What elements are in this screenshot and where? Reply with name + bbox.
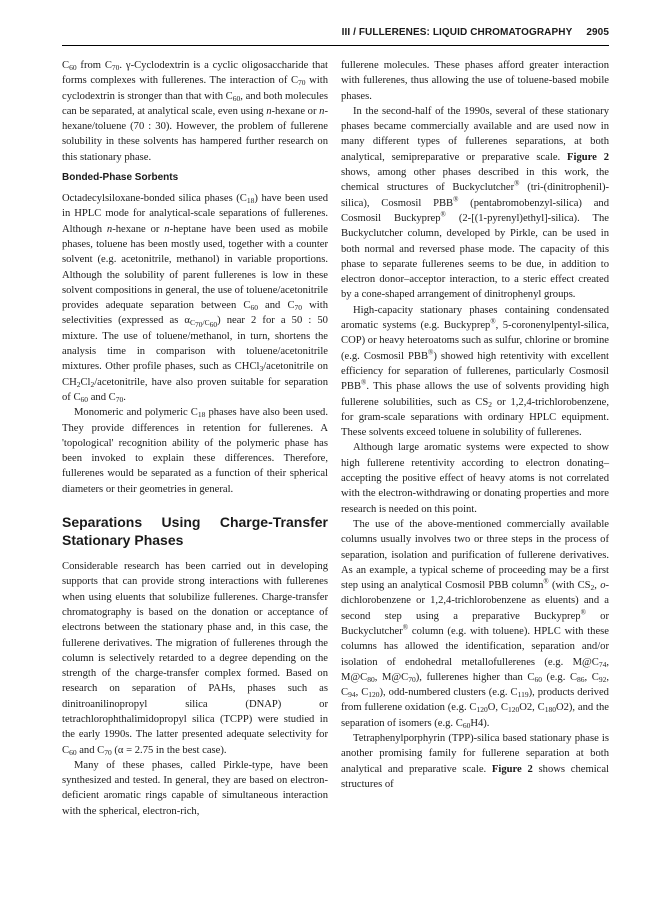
page-number: 2905 xyxy=(586,27,609,38)
paragraph: fullerene molecules. These phases afford greater interaction with fullerenes, thus allowing the use of toluene-based mobile phases. xyxy=(341,60,609,102)
running-title: III / FULLERENES: LIQUID CHROMATOGRAPHY xyxy=(341,27,573,38)
paragraph: Tetraphenylporphyrin (TPP)-silica based stationary phase is another promising family for fullerene separation at both analytical and preparative scale. Figure 2 shows chemical structures of xyxy=(341,733,609,790)
paragraph: High-capacity stationary phases containing condensated aromatic systems (e.g. Buckyprep®, 5-coronenylpentyl-silica, COP) or heavy heteroatoms such as sulfur, chlorine or bromine (e.g. Cosmosil PBB®) showed high retentivity with excellent efficiency for separation of fullerenes, particularly Cosmosil PBB®. This phase allows the use of solvents providing high fullerene solubilities, such as $CS_2$ or 1,2,4-trichlorobenzene, for gram-scale separations with ordinary HPLC equipment. These solvents exceed toluene in solubility of fullerenes. xyxy=(341,304,609,439)
paragraph: Monomeric and polymeric $C_{18}$ phases have also been used. They provide differences in retention for fullerenes. A 'topological' recognition ability of the polymeric phase has been invoked to explain these differences. Therefore, fullerenes would be separated as a function of their spherical diameters or their geometries in general. xyxy=(62,407,328,495)
section-heading: Separations Using Charge-Transfer Stationary Phases xyxy=(62,514,328,549)
paragraph: $C_{60}$ from $C_{70}$. γ-Cyclodextrin is a cyclic oligosaccharide that forms complexes with fullerenes. The interaction of $C_{70}$ with cyclodextrin is stronger than that with $C_{60}$, and both molecules can be separated, at analytical scale, even using n-hexane or n-hexane/toluene (70 : 30). However, the problem of fullerene solubility in these solvents has hampered further research on this stationary phase. xyxy=(62,60,328,163)
paragraph: Although large aromatic systems were expected to show high fullerene retentivity according to electron donating–accepting the positive effect of heavy atoms is not correlated with the electron-withdrawing or donating properties and more research is needed on this point. xyxy=(341,442,609,515)
right-column xyxy=(341,58,609,792)
paragraph: The use of the above-mentioned commercially available columns usually involves two or three steps in the process of separation, isolation and purification of fullerene derivatives. As an example, a typical scheme of proceeding may be a first step using an analytical Cosmosil PBB column® (with $CS_2$, o-dichlorobenzene or 1,2,4-trichlorobenzene as eluents) and a second step using a preparative Buckyprep® or Buckyclutcher® column (e.g. with toluene). HPLC with these columns has allowed the identification, separation and/or isolation of endohedral metallofullerenes (e.g. $M@C_{74}$, $M@C_{80}$, $M@C_{70}$), fullerenes higher than $C_{60}$ (e.g. $C_{86}$, $C_{92}$, $C_{94}$, $C_{120}$), odd-numbered clusters (e.g. $C_{119}$), products derived from fullerene oxidation (e.g. $C_{120}O$, $C_{120}O2$, $C_{180}O2$), and the separation of isomers (e.g. $C_{60}H4$). xyxy=(341,518,610,730)
paragraph: In the second-half of the 1990s, several of these stationary phases became commercially available and are used now in many different types of fullerenes separations, at both analytical, semipreparative or preparative scale. Figure 2 shows, among other phases described in this work, the chemical structures of Buckyclutcher® (tri-(dinitrophenil)-silica), Cosmosil PBB® (pentabromobenzyl-silica) and Cosmosil Buckyprep® (2-[(1-pyrenyl)ethyl]-silica). The Buckyclutcher column, developed by Pirkle, can be used in both normal and reversed phase mode. The capacity of this phase to separate fullerenes seems to be due, in addition to electron donor–acceptor interaction, to a steric effect created by a cone-shaped arrangement of dinitrophenyl groups. xyxy=(341,105,609,301)
paragraph: Many of these phases, called Pirkle-type, have been synthesized and tested. In general, they are based on electron-deficient aromatic rings capable of simultaneous interaction with the spherical, electron-rich, xyxy=(62,759,328,817)
paragraph: Octadecylsiloxane-bonded silica phases $(C_{18})$ have been used in HPLC mode for analytical-scale separations of fullerenes. Although n-hexane or n-heptane have been used as mobile phases, toluene has been mostly used, together with a counter solvent (e.g. acetonitrile, methanol) in variable proportions. Although the solubility of parent fullerenes is low in these solvent compositions in general, the use of toluene/acetonitrile provides adequate separation between $C_{60}$ and $C_{70}$ with selectivities (expressed as $\alpha_{C_{70}/C_{60}}$) near 2 for a 50 : 50 mixture. The use of toluene/methanol, in turn, shortens the analysis time in comparison with toluene/acetonitrile mixtures. Other profile phases, such as CHCl$_3$/acetonitrile on $CH_2Cl_2$/acetonitrile, have also proven suitable for separation of $C_{60}$ and $C_{70}$. xyxy=(62,193,328,404)
paragraph: Considerable research has been carried out in developing supports that can provide strong interactions with fullerenes when using eluents that solubilize fullerenes. Charge-transfer chromatography is based on the donation or acceptance of electrons between the stationary phase and, in this case, the fullerene derivatives. The migration of fullerenes through the column is selectively retarded to a degree depending on the strength of the charge-transfer complex formed. Based on research on separation of PAHs, phases such as dinitroanilinopropyl silica (DNAP) or tetrachlorophthalimidopropyl silica (TCPP) were studied in the early 1990s. The latter presented adequate selectivity for $C_{60}$ and $C_{70}$ (α = 2.75 in the best case). xyxy=(62,561,328,757)
running-header xyxy=(62,27,609,46)
subsection-heading: Bonded-Phase Sorbents xyxy=(62,172,179,184)
left-column xyxy=(62,58,328,819)
